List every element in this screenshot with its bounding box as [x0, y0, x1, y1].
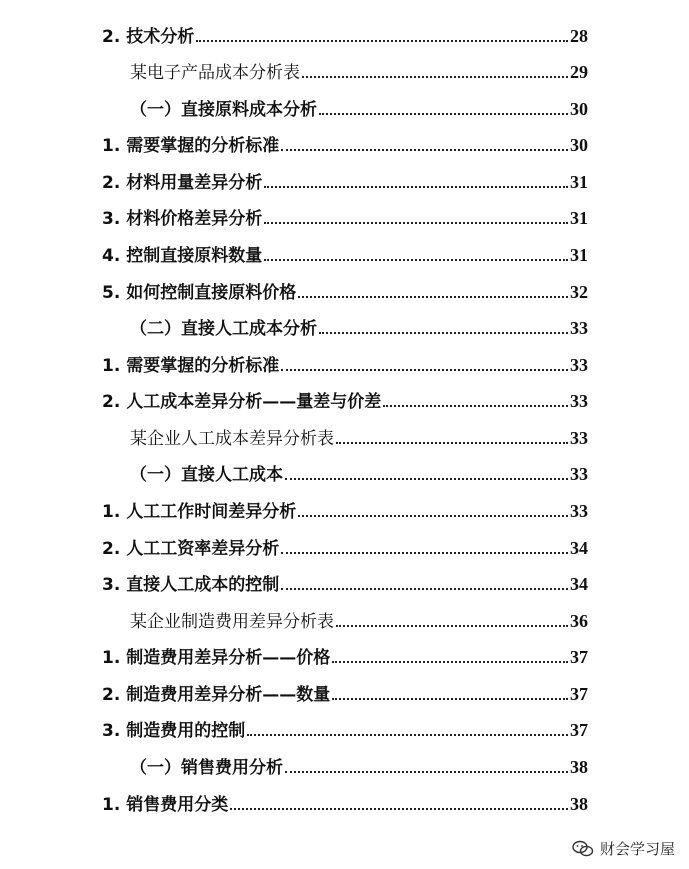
toc-entry-label: 2. 制造费用差异分析——数量 [102, 685, 331, 705]
toc-entry[interactable] [130, 609, 588, 633]
toc-entry[interactable] [102, 645, 588, 669]
toc-entry-label: 3. 制造费用的控制 [102, 721, 246, 741]
dot-leader [319, 332, 568, 334]
toc-entry-page: 33 [570, 501, 588, 521]
watermark [572, 838, 675, 859]
toc-entry[interactable] [102, 206, 588, 230]
dot-leader [332, 698, 568, 700]
dot-leader [336, 442, 568, 444]
toc-entry-page: 38 [570, 794, 588, 814]
toc-entry-page: 32 [570, 282, 588, 302]
toc-entry-page: 33 [570, 355, 588, 375]
dot-leader [285, 478, 568, 480]
toc-entry-page: 33 [570, 428, 588, 448]
toc-entry-label: 某企业制造费用差异分析表 [130, 612, 334, 632]
toc-entry-label: 2. 技术分析 [102, 27, 195, 47]
toc-entry-page: 37 [570, 720, 588, 740]
toc-entry-label: 1. 需要掌握的分析标准 [102, 136, 280, 156]
toc-entry-page: 31 [570, 245, 588, 265]
toc-entry[interactable] [102, 280, 588, 304]
toc-entry[interactable] [130, 316, 588, 340]
toc-entry-page: 28 [570, 26, 588, 46]
toc-entry-label: 某电子产品成本分析表 [130, 63, 300, 83]
dot-leader [298, 296, 568, 298]
toc-entry[interactable] [102, 792, 588, 816]
dot-leader [383, 405, 568, 407]
dot-leader [196, 40, 568, 42]
dot-leader [281, 149, 568, 151]
wechat-logo-icon [572, 840, 594, 858]
dot-leader [336, 625, 568, 627]
dot-leader [230, 808, 568, 810]
dot-leader [319, 113, 568, 115]
dot-leader [332, 661, 568, 663]
toc-entry-label: 2. 材料用量差异分析 [102, 173, 263, 193]
toc-entry-page: 34 [570, 538, 588, 558]
dot-leader [302, 76, 568, 78]
toc-entry[interactable] [130, 426, 588, 450]
toc-entry-label: 某企业人工成本差异分析表 [130, 429, 334, 449]
toc-entry[interactable] [130, 97, 588, 121]
toc-entry-page: 37 [570, 647, 588, 667]
toc-entry-label: 3. 材料价格差异分析 [102, 209, 263, 229]
toc-entry-page: 33 [570, 391, 588, 411]
toc-entry-label: 1. 制造费用差异分析——价格 [102, 648, 331, 668]
toc-entry-label: 2. 人工成本差异分析——量差与价差 [102, 392, 382, 412]
toc-entry-page: 31 [570, 172, 588, 192]
toc-entry-page: 34 [570, 574, 588, 594]
dot-leader [264, 186, 568, 188]
toc-entry-label: 5. 如何控制直接原料价格 [102, 283, 297, 303]
toc-entry-label: 3. 直接人工成本的控制 [102, 575, 280, 595]
dot-leader [264, 259, 568, 261]
toc-entry-page: 33 [570, 318, 588, 338]
toc-entry-label: 1. 人工工作时间差异分析 [102, 502, 297, 522]
toc-entry-label: （二）直接人工成本分析 [130, 319, 317, 339]
dot-leader [281, 369, 568, 371]
toc-entry-page: 38 [570, 757, 588, 777]
toc-entry[interactable] [102, 389, 588, 413]
toc-entry[interactable] [102, 353, 588, 377]
toc-entry[interactable] [102, 133, 588, 157]
toc-entry-label: （一）直接人工成本 [130, 465, 283, 485]
dot-leader [281, 588, 568, 590]
dot-leader [285, 771, 568, 773]
toc-entry-page: 36 [570, 611, 588, 631]
toc-entry-label: （一）直接原料成本分析 [130, 100, 317, 120]
toc-entry-label: 4. 控制直接原料数量 [102, 246, 263, 266]
toc-entry[interactable] [102, 499, 588, 523]
toc-entry-label: 1. 需要掌握的分析标准 [102, 356, 280, 376]
toc-entry[interactable] [130, 755, 588, 779]
toc-entry-page: 37 [570, 684, 588, 704]
toc-entry-label: （一）销售费用分析 [130, 758, 283, 778]
dot-leader [298, 515, 568, 517]
dot-leader [281, 552, 568, 554]
toc-entry-page: 30 [570, 135, 588, 155]
toc-entry[interactable] [102, 536, 588, 560]
toc-entry-page: 33 [570, 464, 588, 484]
toc-entry[interactable] [102, 170, 588, 194]
toc-entry[interactable] [130, 60, 588, 84]
dot-leader [247, 734, 568, 736]
watermark-text: 财会学习屋 [599, 840, 675, 858]
toc-entry[interactable] [102, 682, 588, 706]
toc-entry-page: 31 [570, 208, 588, 228]
toc-entry-label: 1. 销售费用分类 [102, 795, 229, 815]
toc-entry[interactable] [102, 572, 588, 596]
toc-entry-page: 29 [570, 62, 588, 82]
dot-leader [264, 222, 568, 224]
toc-entry[interactable] [102, 718, 588, 742]
toc-entry-label: 2. 人工工资率差异分析 [102, 539, 280, 559]
toc-entry[interactable] [130, 462, 588, 486]
toc-entry[interactable] [102, 243, 588, 267]
toc-entry-page: 30 [570, 99, 588, 119]
toc-entry[interactable] [102, 24, 588, 48]
